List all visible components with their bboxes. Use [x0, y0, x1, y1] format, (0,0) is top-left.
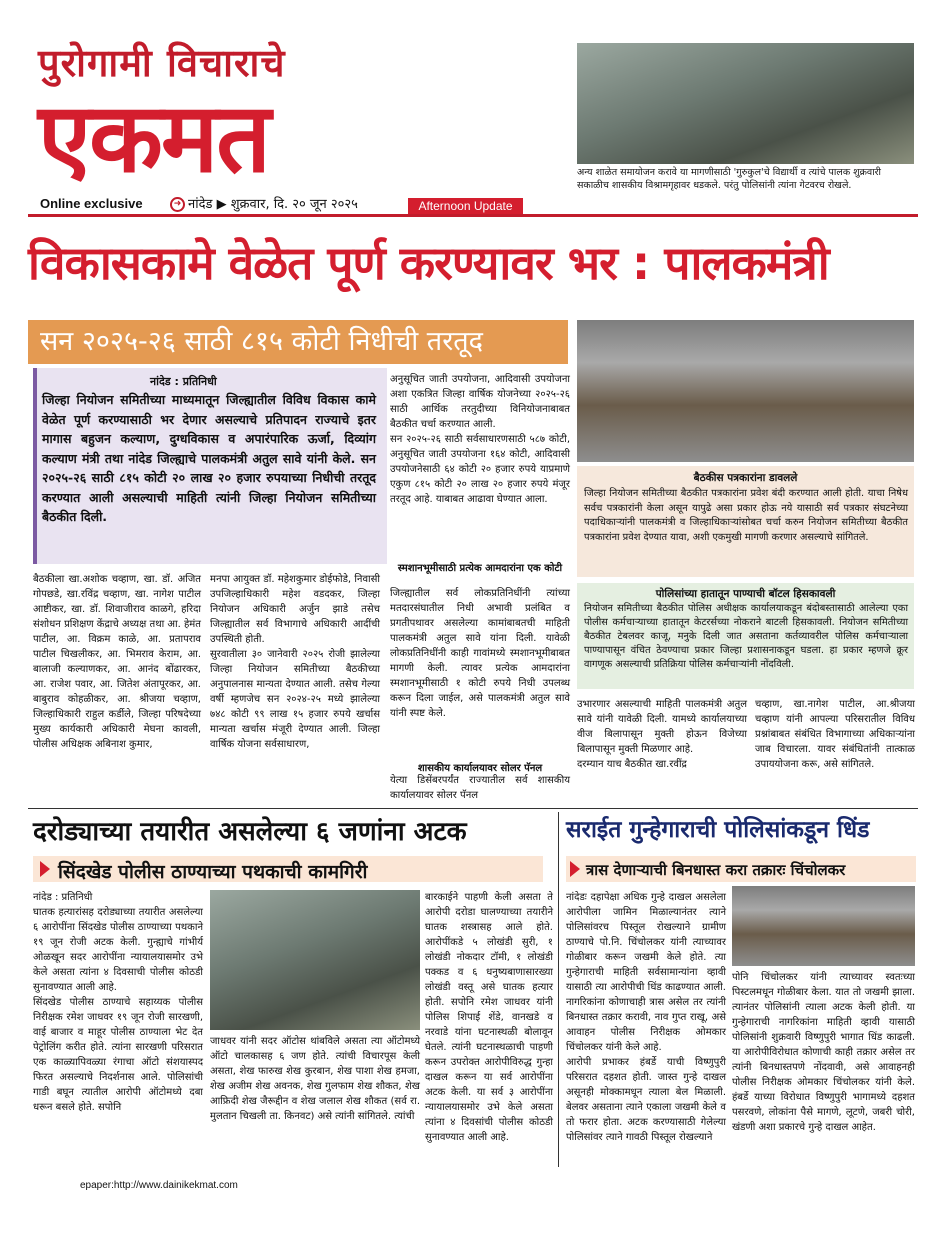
lead-paragraph: जिल्हा नियोजन समितीच्या माध्यमातून जिल्ह्यातील विविध विकास कामे वेळेत पूर्ण करण्यासाठी भर देणार असल्याचे प्रतिपादन राज्याचे इतर मागास बहुजन कल्याण, दुग्धविकास व अपारंपारिक ऊर्जा, दिव्यांग कल्याण मंत्री तथा नांदेड जिल्ह्याचे पालकमंत्री अतुल सावे यांनी केले. सन २०२५-२६ साठी ८१५ कोटी २० लाख २० हजार रुपयाच्या निधीची तरतूद करण्यात आली असल्याची माहिती त्यांनी जिल्हा नियोजन समितीच्या बैठकीत दिली. — [42, 392, 376, 524]
col-mid-cremation: जिल्ह्यातील सर्व लोकप्रतिनिधींनी त्यांच्या मतदारसंघातील निधी अभावी प्रलंबित व प्रगतीपथावर असलेल्या कामांबाबतची माहिती पालकमंत्री अतुल सावे यांना दिली. यावेळी लोकप्रतिनिधींनी काही गावांमध्ये स्मशानभूमीबाबत मागणी केली. त्यावर प्रत्येक आमदारांना स्मशानभूमीसाठी १ कोटी रुपये निधी उपलब्ध करून दिला जाईल, असे पालकमंत्री अतुल सावे यांनी स्पष्ट केले. — [390, 588, 570, 719]
masthead-logo: एकमत — [38, 82, 269, 194]
story2-col1: नांदेड : प्रतिनिधी घातक हत्यारांसह दरोड्याच्या तयारीत असलेल्या ६ आरोपींना सिंदखेड पोलीस ठाण्याच्या पथकाने १९ जून रोजी अटक केली. गुन्ह्याचे गांभीर्य ओळखून सदर आरोपींना न्यायालयासमोर उभे केले असता त्यांना ४ दिवसाची पोलीस कोठडी सुनावण्यात आली आहे. सिंदखेड पोलीस ठाण्याचे सहाय्यक पोलीस निरीक्षक रमेश जाधवर १९ जून रोजी सारखणी, वाई बाजार व माहूर पोलीस ठाण्याला भेट देत पेट्रोलिंग करीत होते. त्यांना सारखणी परिसरात एक काळ्यापिवळ्या रंगाचा ऑटो संशयास्पद फिरत असल्याचे निदर्शनास आले. पोलिसांची गाडी बघून त्यातील आरोपी ऑटोमध्ये दबा धरून बसले होते. सपोनि — [33, 892, 203, 1113]
bottle-box-text: नियोजन समितीच्या बैठकीत पोलिस अधीक्षक कार्यालयाकडून बंदोबस्तासाठी आलेल्या एका पोलीस कर्मचाऱ्याच्या हातातून केटरर्सच्या नोकराने बाटली हिसकावली. नियोजन समितीच्या बैठकीत टेबलवर काजू, मनुके दिली जात असताना कर्तव्यावरील पोलिस कर्मचाऱ्याला पाण्यापासून वंचित ठेवण्याचा प्रकार जिल्हा प्रशासनाकडून घडला. हा प्रकार म्हणजे क्रूर वागणूक असल्याची प्रतिक्रिया पोलिस कर्मचाऱ्यांनी नोंदविली. — [584, 603, 908, 670]
col-mid-solar: येत्या डिसेंबरपर्यंत राज्यातील सर्व शासकीय कार्यालयावर सोलर पॅनल — [390, 775, 570, 801]
story2-subheadline: सिंदखेड पोलीस ठाण्याच्या पथकाची कामगिरी — [58, 861, 368, 883]
main-headline: विकासकामे वेळेत पूर्ण करण्यावर भर : पालकमंत्री — [28, 236, 829, 290]
sub-cremation: स्मशानभूमीसाठी प्रत्येक आमदारांना एक कोटी — [397, 563, 563, 574]
masthead-divider — [28, 214, 918, 217]
meeting-photo — [577, 320, 914, 462]
press-box-text: जिल्हा नियोजन समितीच्या बैठकीत पत्रकारांना प्रवेश बंदी करण्यात आली होती. याचा निषेध सर्वच पत्रकारांनी केला असून यापुढे असा प्रकार होऊ नये यासाठी सर्व पत्रकार संघटनेच्या पदाधिकाऱ्यांनी पालकमंत्री व जिल्हाधिकाऱ्यांसोबत चर्चा करुन नियोजन समितीच्या बैठकीत पत्रकारांना प्रवेश देण्यात यावा, अशी एकमुखी मागणी करणार असल्याचे सांगितले. — [584, 488, 908, 543]
top-news-photo — [577, 43, 914, 164]
triangle-bullet-icon — [40, 861, 50, 877]
column-rule — [558, 812, 559, 1167]
arrow-circle-icon: ➜ — [170, 197, 185, 212]
online-exclusive-label: Online exclusive — [40, 196, 143, 211]
press-box-title: बैठकीस पत्रकारांना डावलले — [693, 472, 798, 484]
dateline: नांदेड ▶ शुक्रवार, दि. २० जून २०२५ — [188, 197, 358, 212]
bottle-box-title: पोलिसांच्या हातातून पाण्याची बॉटल हिसकावली — [655, 588, 836, 600]
triangle-bullet-icon — [570, 861, 580, 877]
col-mid-top: अनुसूचित जाती उपयोजना, आदिवासी उपयोजना अशा एकत्रित जिल्हा वार्षिक योजनेच्या २०२५-२६ साठी आर्थिक तरतुदीच्या विनियोजनाबाबत बैठकीत चर्चा करण्यात आली. सन २०२५-२६ साठी सर्वसाधारणसाठी ५८७ कोटी, अनुसूचित जाती उपयोजना १६४ कोटी, आदिवासी उपयोजनेसाठी ६४ कोटी २० हजार रुपये याप्रमाणे एकुण ८१५ कोटी २० लाख २० हजार रुपये मंजूर तरतूद आहे. याबाबत आढावा घेण्यात आला. — [390, 374, 570, 505]
col-solar-cont: उभारणार असल्याची माहिती पालकमंत्री अतुल सावे यांनी यावेळी दिली. यामध्ये कार्यालयाच्या वीज बिलापासून मुक्ती होऊन विजेच्या बिलापासून मुक्ती मिळणार आहे. दरम्यान याच बैठकीत खा.रवींद्र — [577, 699, 747, 770]
col-attendees-2: मनपा आयुक्त डॉ. महेशकुमार डोईफोडे, निवासी उपजिल्हाधिकारी महेश वडदकर, जिल्हा नियोजन अधिकारी अर्जुन झाडे तसेच जिल्ह्यातील सर्व विभागाचे अधिकारी आदींची उपस्थिती होती. सुरवातीला ३० जानेवारी २०२५ रोजी झालेल्या जिल्हा नियोजन समितीच्या बैठकीच्या अनुपालनास मान्यता देण्यात आली. तसेच गेल्या वर्षी म्हणजेच सन २०२४-२५ मध्ये झालेल्या ७४८ कोटी ९९ लाख १५ हजार रुपये खर्चास मान्यता खर्चास मंजूरी देण्यात आली. जिल्हा वार्षिक योजना सर्वसाधारण, — [210, 574, 380, 750]
arrested-accused-photo — [210, 890, 420, 1030]
story3-col1: नांदेडः दहापेक्षा अधिक गुन्हे दाखल असलेला आरोपीला जामिन मिळाल्यानंतर त्याने पोलिसांवरच पिस्तूल रोखल्याने ग्रामीण ठाण्याचे पो.नि. चिंचोलकर यांनी त्याच्यावर गोळीबार करून जखमी केले होते. त्या गुन्हेगाराची माहिती सर्वसामान्यांना व्हावी यासाठी त्या आरोपीची धिंड काढण्यात आली. नागरिकांना कोणाचाही त्रास असेल तर त्यांनी बिनधास्त तक्रार करावी, नाव गुप्त राखू, असे आवाहन पोलीस निरीक्षक ओमकार चिंचोलकर यांनी केले आहे. आरोपी प्रभाकर हंबर्डे याची विष्णुपुरी परिसरात दहशत होती. जास्त गुन्हे दाखल असूनही मोक्कामधून त्याला बेल मिळाली. बेलवर असताना त्याने एकाला जखमी केले व तो फरार होता. अटक करण्यासाठी गेलेल्या पोलिसांवर त्याने गावठी पिस्तूल रोखल्याने — [566, 892, 726, 1143]
masthead-tagline: पुरोगामी विचाराचे — [38, 41, 286, 85]
top-photo-caption: अन्य शाळेत समायोजन करावे या मागणीसाठी 'गुरुकुल'चे विद्यार्थी व त्यांचे पालक शुक्रवारी सकाळीच शासकीय विश्रामगृहावर धडकले. परंतु पोलिसांनी त्यांना गेटवरच रोखले. — [577, 167, 881, 191]
sub-solar: शासकीय कार्यालयावर सोलर पॅनल — [417, 763, 543, 774]
epaper-url[interactable]: epaper:http://www.dainikekmat.com — [80, 1180, 238, 1191]
story2-headline: दरोड्याच्या तयारीत असलेल्या ६ जणांना अटक — [33, 817, 467, 847]
story2-col2: जाधवर यांनी सदर ऑटोस थांबविले असता त्या ऑटोमध्ये ऑटो चालकासह ६ जण होते. त्यांची विचारपूस केली असता, शेख फारुख शेख कुरबान, शेख पाशा शेख हमजा, शेख अजीम शेख अवनक, शेख गुलफाम शेख शौकत, शेख आफ्रिदी शेख जैरूद्दीन व शेख जलाल शेख शौकत (सर्व रा. मुलतान चिखली ता. किनवट) असे त्यांनी सांगितले. त्यांची — [210, 1036, 420, 1122]
col-review: चव्हाण, खा.नागेश पाटील, आ.श्रीजया चव्हाण यांनी आपल्या परिसरातील विविध प्रश्नांबाबत संबंधित विभागाच्या अधिकाऱ्यांना जाब विचारला. यावर संबंधितांनी तात्काळ उपाययोजना करू, असे सांगितले. — [755, 699, 915, 770]
story3-subheadline: त्रास देणाऱ्याची बिनधास्त करा तक्रारः चिंचोलकर — [586, 861, 846, 879]
col-attendees-1: बैठकीला खा.अशोक चव्हाण, खा. डॉ. अजित गोपछडे, खा.रविंद्र चव्हाण, खा. नागेश पाटील आष्टीकर, खा. डॉ. शिवाजीराव काळगे, हरिदा संशोधन प्रशिक्षण केंद्राचे अध्यक्ष तथा आ. हेमंत पाटील, आ. विक्रम काळे, आ. प्रतापराव पाटील चिखलीकर, आ. भिमराव केराम, आ. बालाजी कल्याणकर, आ. आनंद बोंढारकर, आ. राजेश पवार, आ. जितेश अंतापूरकर, आ. बाबुराव कोहळीकर, आ. श्रीजया चव्हाण, जिल्हाधिकारी राहुल कर्डीले, जिल्हा परिषदेच्या मुख्य कार्यकारी अधिकारी मेघना कावली, पोलीस अधिक्षक अबिनाश कुमार, — [33, 574, 201, 750]
story2-col3: बारकाईने पाहणी केली असता ते आरोपी दरोडा घालण्याच्या तयारीने घातक शस्त्रासह आले होते. आरोपींकडे ५ लोखंडी सुरी, १ लोखंडी नोकदार टॉमी, १ लोखंडी पक्कड व ६ धनुष्यबाणासारख्या लोखंडी वस्तू असे घातक हत्यार होती. सपोनि रमेश जाधवर यांनी पोलिस शिपाई शेंडे, वानखडे व नरवाडे यांना घटनास्थळी बोलावून घेतले. त्यांनी घटनास्थळाची पाहणी करून उपरोक्त आरोपीविरुद्ध गुन्हा दाखल करून या सर्व आरोपींना अटक केली. या सर्व ३ आरोपींना न्यायालयासमोर उभे केले असता त्यांना ४ दिवसांची पोलीस कोठडी सुनावण्यात आली आहे. — [425, 892, 553, 1143]
story3-headline: सराईत गुन्हेगाराची पोलिसांकडून धिंड — [566, 817, 870, 843]
police-parade-photo — [732, 886, 915, 966]
byline: नांदेड : प्रतिनिधी — [150, 375, 217, 388]
section-divider — [28, 808, 918, 809]
afternoon-update-badge: Afternoon Update — [408, 198, 523, 214]
story3-col2: पोनि चिंचोलकर यांनी त्याच्यावर स्वतःच्या पिस्टलमधून गोळीबार केला. यात तो जखमी झाला. त्यानंतर पोलिसांनी त्याला अटक केली होती. या गुन्हेगाराची नागरिकांना माहिती व्हावी यासाठी पोलिसांनी शुक्रवारी विष्णुपुरी भागात धिंड काढली. या आरोपीविरोधात कोणाची काही तक्रार असेल तर त्यांनी बिनधास्तपणे नोंदवावी, असे आवाहनही पोलीस निरीक्षक ओमकार चिंचोलकर यांनी केले. हंबर्डे याच्या विरोधात विष्णुपुरी भागामध्ये दहशत पसरवणे, लोकांना पैसे मागणे, लूटणे, जबरी चोरी, खंडणी अशा प्रकारचे गुन्हे दाखल आहेत. — [732, 972, 915, 1133]
main-subheadline: सन २०२५-२६ साठी ८१५ कोटी निधीची तरतूद — [28, 320, 568, 364]
